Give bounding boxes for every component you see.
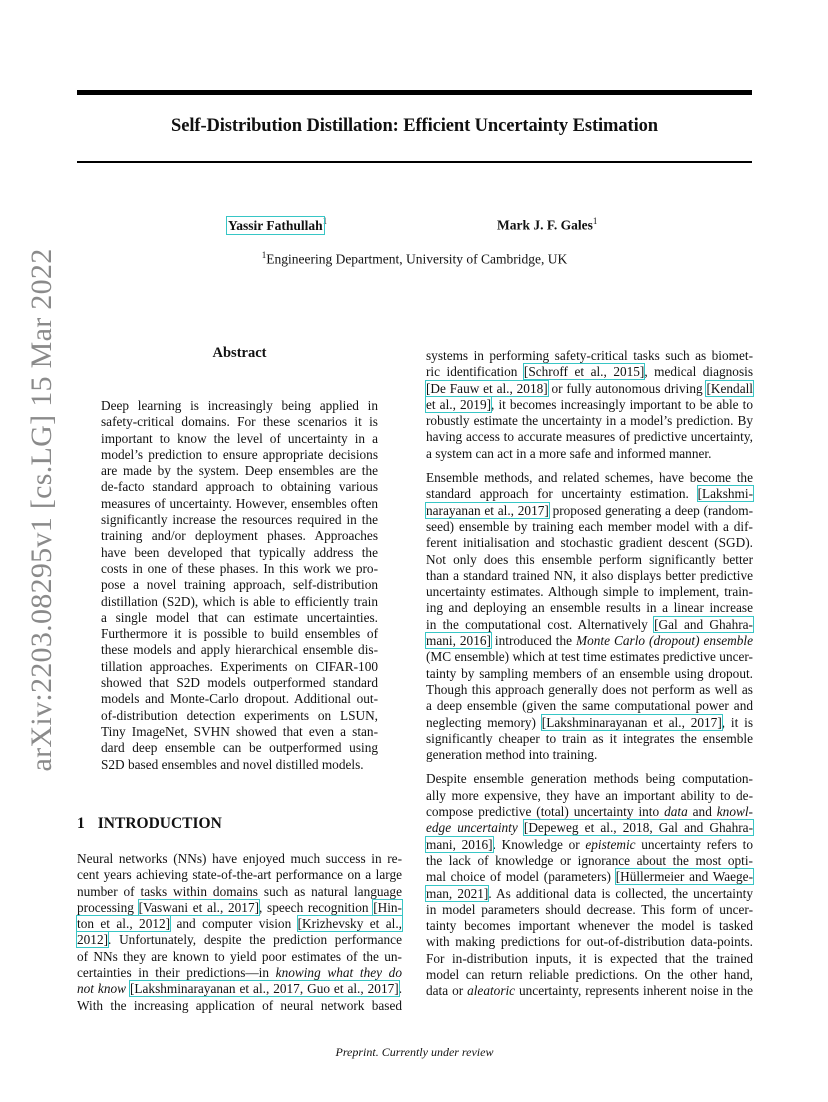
text-run: Neural networks (NNs) have enjoyed much success in re-	[77, 851, 402, 866]
citation-link[interactable]: [Lakshmi-	[697, 486, 753, 502]
text-line	[77, 965, 402, 981]
text-run: number of tasks within domains such as natural language	[77, 883, 402, 899]
abstract-line: pose a novel training approach, self-distribution	[101, 577, 378, 593]
text-run: robustly estimate the uncertainty in a model’s prediction. By	[426, 413, 753, 429]
text-line	[426, 951, 753, 967]
text-run: With the increasing application of neural network based	[77, 997, 402, 1013]
section-title: INTRODUCTION	[97, 815, 222, 832]
text-run: ferent initialisation and stochastic gradient descent (SGD).	[426, 535, 753, 551]
text-run: knowl-	[716, 804, 753, 820]
citation-link[interactable]: [Lakshminarayanan et al., 2017]	[541, 714, 722, 730]
text-line	[426, 869, 753, 885]
text-line	[426, 470, 753, 486]
affiliation-text: Engineering Department, University of Cambridge, UK	[266, 251, 568, 267]
abstract-body	[101, 398, 378, 773]
text-line	[426, 649, 753, 665]
text-run: a system can act in a more safe and informed manner.	[426, 445, 712, 461]
citation-link[interactable]: [De Fauw et al., 2018]	[426, 380, 548, 396]
text-line	[77, 932, 402, 948]
text-run: seed) ensemble by training each member model with a dif-	[426, 518, 753, 534]
text-line	[426, 446, 753, 462]
paragraph	[426, 348, 753, 462]
citation-link[interactable]: ton et al., 2012]	[77, 916, 171, 932]
text-line	[426, 584, 753, 600]
citation-link[interactable]: mani, 2016]	[426, 633, 491, 649]
text-line	[426, 902, 753, 918]
text-run: edge uncertainty	[426, 820, 518, 836]
text-run: significantly cheaper to train as it integrates the ensemble	[426, 730, 753, 746]
text-run: epistemic	[585, 836, 636, 852]
citation-link[interactable]: [Hüllermeier and Waege-	[615, 869, 753, 885]
author-1-name[interactable]: Yassir Fathullah	[228, 217, 323, 233]
citation-link[interactable]: [Kendall	[706, 380, 753, 396]
text-line	[426, 486, 753, 502]
text-line	[77, 949, 402, 965]
abstract-line: important to know the level of uncertainty in a	[101, 430, 378, 446]
text-line	[77, 916, 402, 932]
text-run: introduced the	[490, 633, 577, 649]
abstract-line: model’s prediction to ensure appropriate decisions	[101, 446, 378, 462]
page-footer: Preprint. Currently under review	[335, 1045, 494, 1059]
text-line	[426, 788, 753, 804]
paper-title: Self-Distribution Distillation: Efficient Uncertainty Estimation	[171, 116, 658, 136]
text-line	[426, 600, 753, 616]
text-run: systems in performing safety-critical tasks such as biomet-	[426, 348, 753, 363]
text-run: processing	[77, 899, 139, 915]
text-run: Not only does this ensemble perform significantly better	[426, 551, 753, 567]
abstract-heading: Abstract	[212, 345, 267, 361]
text-line	[426, 731, 753, 747]
section-heading	[77, 815, 222, 833]
text-run: uncertainty refers to	[635, 836, 754, 852]
text-run: For in-distribution inputs, it is expected that the trained	[426, 950, 753, 966]
text-run: knowing what they do	[275, 965, 402, 981]
text-line	[77, 884, 402, 900]
text-run: ally more expensive, they have an important ability to de-	[426, 787, 753, 803]
text-run: . Unfortunately, despite the prediction performance	[108, 932, 402, 948]
text-line	[77, 851, 402, 867]
citation-link[interactable]: [Hin-	[373, 899, 402, 915]
text-run: , medical diagnosis	[644, 364, 753, 380]
text-line	[77, 867, 402, 883]
text-run: , speech recognition	[259, 899, 374, 915]
citation-link[interactable]: [Lakshminarayanan et al., 2017, Guo et al., 2017]	[129, 981, 399, 997]
abstract-line: tillation approaches. Experiments on CIFAR-100	[101, 658, 378, 674]
text-run: data	[664, 804, 688, 820]
title-top-rule	[77, 90, 752, 95]
text-line	[426, 837, 753, 853]
text-run: a deep ensemble (given the same computational power and	[426, 698, 753, 714]
text-line	[77, 900, 402, 916]
text-line	[426, 934, 753, 950]
text-line	[426, 804, 753, 820]
text-line	[426, 552, 753, 568]
abstract-line: of-distribution detection experiments on LSUN,	[101, 707, 378, 723]
text-line	[426, 983, 753, 999]
text-line	[426, 429, 753, 445]
text-line	[426, 918, 753, 934]
text-line	[426, 348, 753, 364]
text-line	[426, 364, 753, 380]
paragraph	[426, 771, 753, 999]
citation-link[interactable]: man, 2021]	[426, 885, 489, 901]
text-run: in the computational cost. Alternatively	[426, 616, 655, 632]
citation-link[interactable]: 2012]	[77, 932, 109, 948]
abstract-line: Deep learning is increasingly being applied in	[101, 398, 378, 413]
text-run: the lack of knowledge or ignorance about the most opti-	[426, 852, 753, 868]
text-run: model can return reliable predictions. On the other hand,	[426, 966, 753, 982]
author-2	[497, 216, 597, 234]
text-run: not know	[77, 981, 127, 997]
text-run: data or	[426, 983, 468, 999]
abstract-line: S2D based ensembles and novel distilled models.	[101, 756, 364, 772]
abstract-line: models and Monte-Carlo dropout. Additional out-	[101, 691, 378, 707]
text-run: . Knowledge or	[492, 836, 586, 852]
abstract-line: a single model that can estimate uncertainties.	[101, 609, 378, 625]
title-bottom-rule	[77, 161, 752, 163]
affiliation	[77, 250, 752, 268]
text-run: neglecting memory)	[426, 714, 542, 730]
text-run: and	[687, 804, 717, 820]
text-run: .	[398, 981, 403, 997]
text-run: ric identification	[426, 364, 524, 380]
abstract-line: costs in one of these phases. In this work we pro-	[101, 560, 378, 576]
author-2-affil-mark: 1	[592, 216, 598, 226]
citation-link[interactable]: [Gal and Ghahra-	[654, 616, 753, 632]
text-line	[426, 715, 753, 731]
abstract-line: Tiny ImageNet, SVHN showed that even a stan-	[101, 723, 378, 739]
paragraph	[426, 470, 753, 763]
text-run: generation method into training.	[426, 747, 598, 763]
text-line	[426, 820, 753, 836]
text-line	[426, 633, 753, 649]
text-line	[77, 981, 402, 997]
citation-link[interactable]: [Depeweg et al., 2018, Gal and Ghahra-	[523, 820, 753, 836]
abstract-line: have been developed that typically address the	[101, 544, 378, 560]
text-line	[426, 381, 753, 397]
text-line	[426, 503, 753, 519]
text-run: , it is	[721, 714, 753, 730]
text-run: compose predictive (total) uncertainty into	[426, 804, 665, 820]
arxiv-stamp: arXiv:2203.08295v1 [cs.LG] 15 Mar 2022	[25, 248, 58, 772]
text-run: Ensemble methods, and related schemes, have become the	[426, 470, 753, 486]
text-line	[426, 617, 753, 633]
text-line	[426, 698, 753, 714]
text-run: proposed generating a deep (random-	[548, 502, 753, 518]
text-run: . As additional data is collected, the uncertainty	[488, 885, 753, 901]
text-run: aleatoric	[467, 983, 516, 999]
abstract-line: safety-critical domains. For these scenarios it is	[101, 414, 378, 430]
text-line	[426, 568, 753, 584]
text-line	[426, 519, 753, 535]
abstract-line: training and/or deployment phases. Approaches	[101, 528, 378, 544]
text-line	[426, 747, 753, 763]
text-run: of NNs they are known to yield poor estimates of the un-	[77, 948, 402, 964]
citation-link[interactable]: et al., 2019]	[426, 396, 492, 412]
text-run: cent years achieving state-of-the-art performance on a large	[77, 867, 402, 883]
abstract-line: significantly increase the resources required in the	[101, 512, 378, 528]
abstract-line: dard deep ensemble can be outperformed using	[101, 740, 378, 756]
abstract-line: measures of uncertainty. However, ensembles often	[101, 495, 378, 511]
abstract-line: are made by the system. Deep ensembles are the	[101, 463, 378, 479]
abstract-line: distillation (S2D), which is able to efficiently train	[101, 593, 378, 609]
text-run: standard approach for uncertainty estimation.	[426, 486, 698, 502]
text-run: , it becomes increasingly important to be able to	[491, 396, 753, 412]
affiliation-mark: 1	[261, 250, 267, 260]
text-run: tainty by sampling members of an ensemble using dropout.	[426, 665, 753, 681]
abstract-line: showed that S2D models outperformed standard	[101, 675, 378, 691]
text-line	[426, 853, 753, 869]
citation-link[interactable]: narayanan et al., 2017]	[426, 502, 549, 518]
text-line	[426, 666, 753, 682]
text-run: certainties in their predictions—in	[77, 965, 276, 981]
text-run: Despite ensemble generation methods being computation-	[426, 771, 753, 787]
text-line	[426, 682, 753, 698]
author-1-affil-mark: 1	[322, 216, 328, 226]
author-1[interactable]	[228, 216, 327, 234]
text-line	[426, 967, 753, 983]
text-run: (MC ensemble) which at test time estimates predictive uncer-	[426, 649, 753, 665]
text-run: Though this approach generally does not perform as well as	[426, 681, 753, 697]
text-run	[518, 820, 524, 835]
text-line	[426, 886, 753, 902]
text-line	[426, 771, 753, 787]
text-run: ing and deploying an ensemble results in a linear increase	[426, 600, 753, 616]
text-run: or fully autonomous driving	[547, 380, 707, 396]
citation-link[interactable]: [Krizhevsky et al.,	[297, 916, 403, 932]
text-run: than a standard trained NN, it also displays better predictive	[426, 567, 753, 583]
text-line	[426, 397, 753, 413]
text-run: uncertainty, represents inherent noise in the	[515, 983, 754, 999]
section-number: 1	[77, 815, 85, 832]
text-line	[77, 998, 402, 1014]
citation-link[interactable]: [Schroff et al., 2015]	[523, 364, 645, 380]
citation-link[interactable]: [Vaswani et al., 2017]	[138, 899, 260, 915]
abstract-line: Furthermore it is possible to build ensembles of	[101, 626, 378, 642]
abstract-line: de-facto standard approach to obtaining various	[101, 479, 378, 495]
text-run: having access to accurate measures of predictive uncertainty,	[426, 429, 753, 445]
text-run: mal choice of model (parameters)	[426, 869, 616, 885]
text-run: with making predictions for out-of-distribution data-points.	[426, 934, 753, 950]
intro-left-column	[77, 851, 402, 1014]
text-run: and computer vision	[170, 916, 298, 932]
text-run: uncertainty estimates. Although simple to implement, train-	[426, 584, 753, 600]
citation-link[interactable]: mani, 2016]	[426, 836, 493, 852]
author-2-name: Mark J. F. Gales	[497, 217, 593, 233]
text-run: in model parameters should decrease. This form of uncer-	[426, 901, 753, 917]
text-run: Monte Carlo (dropout) ensemble	[576, 633, 753, 649]
text-run: tainty becomes important whenever the model is tasked	[426, 918, 753, 934]
text-line	[426, 535, 753, 551]
intro-right-column	[426, 348, 753, 1000]
text-line	[426, 413, 753, 429]
abstract-line: these models and apply hierarchical ensemble dis-	[101, 642, 378, 658]
